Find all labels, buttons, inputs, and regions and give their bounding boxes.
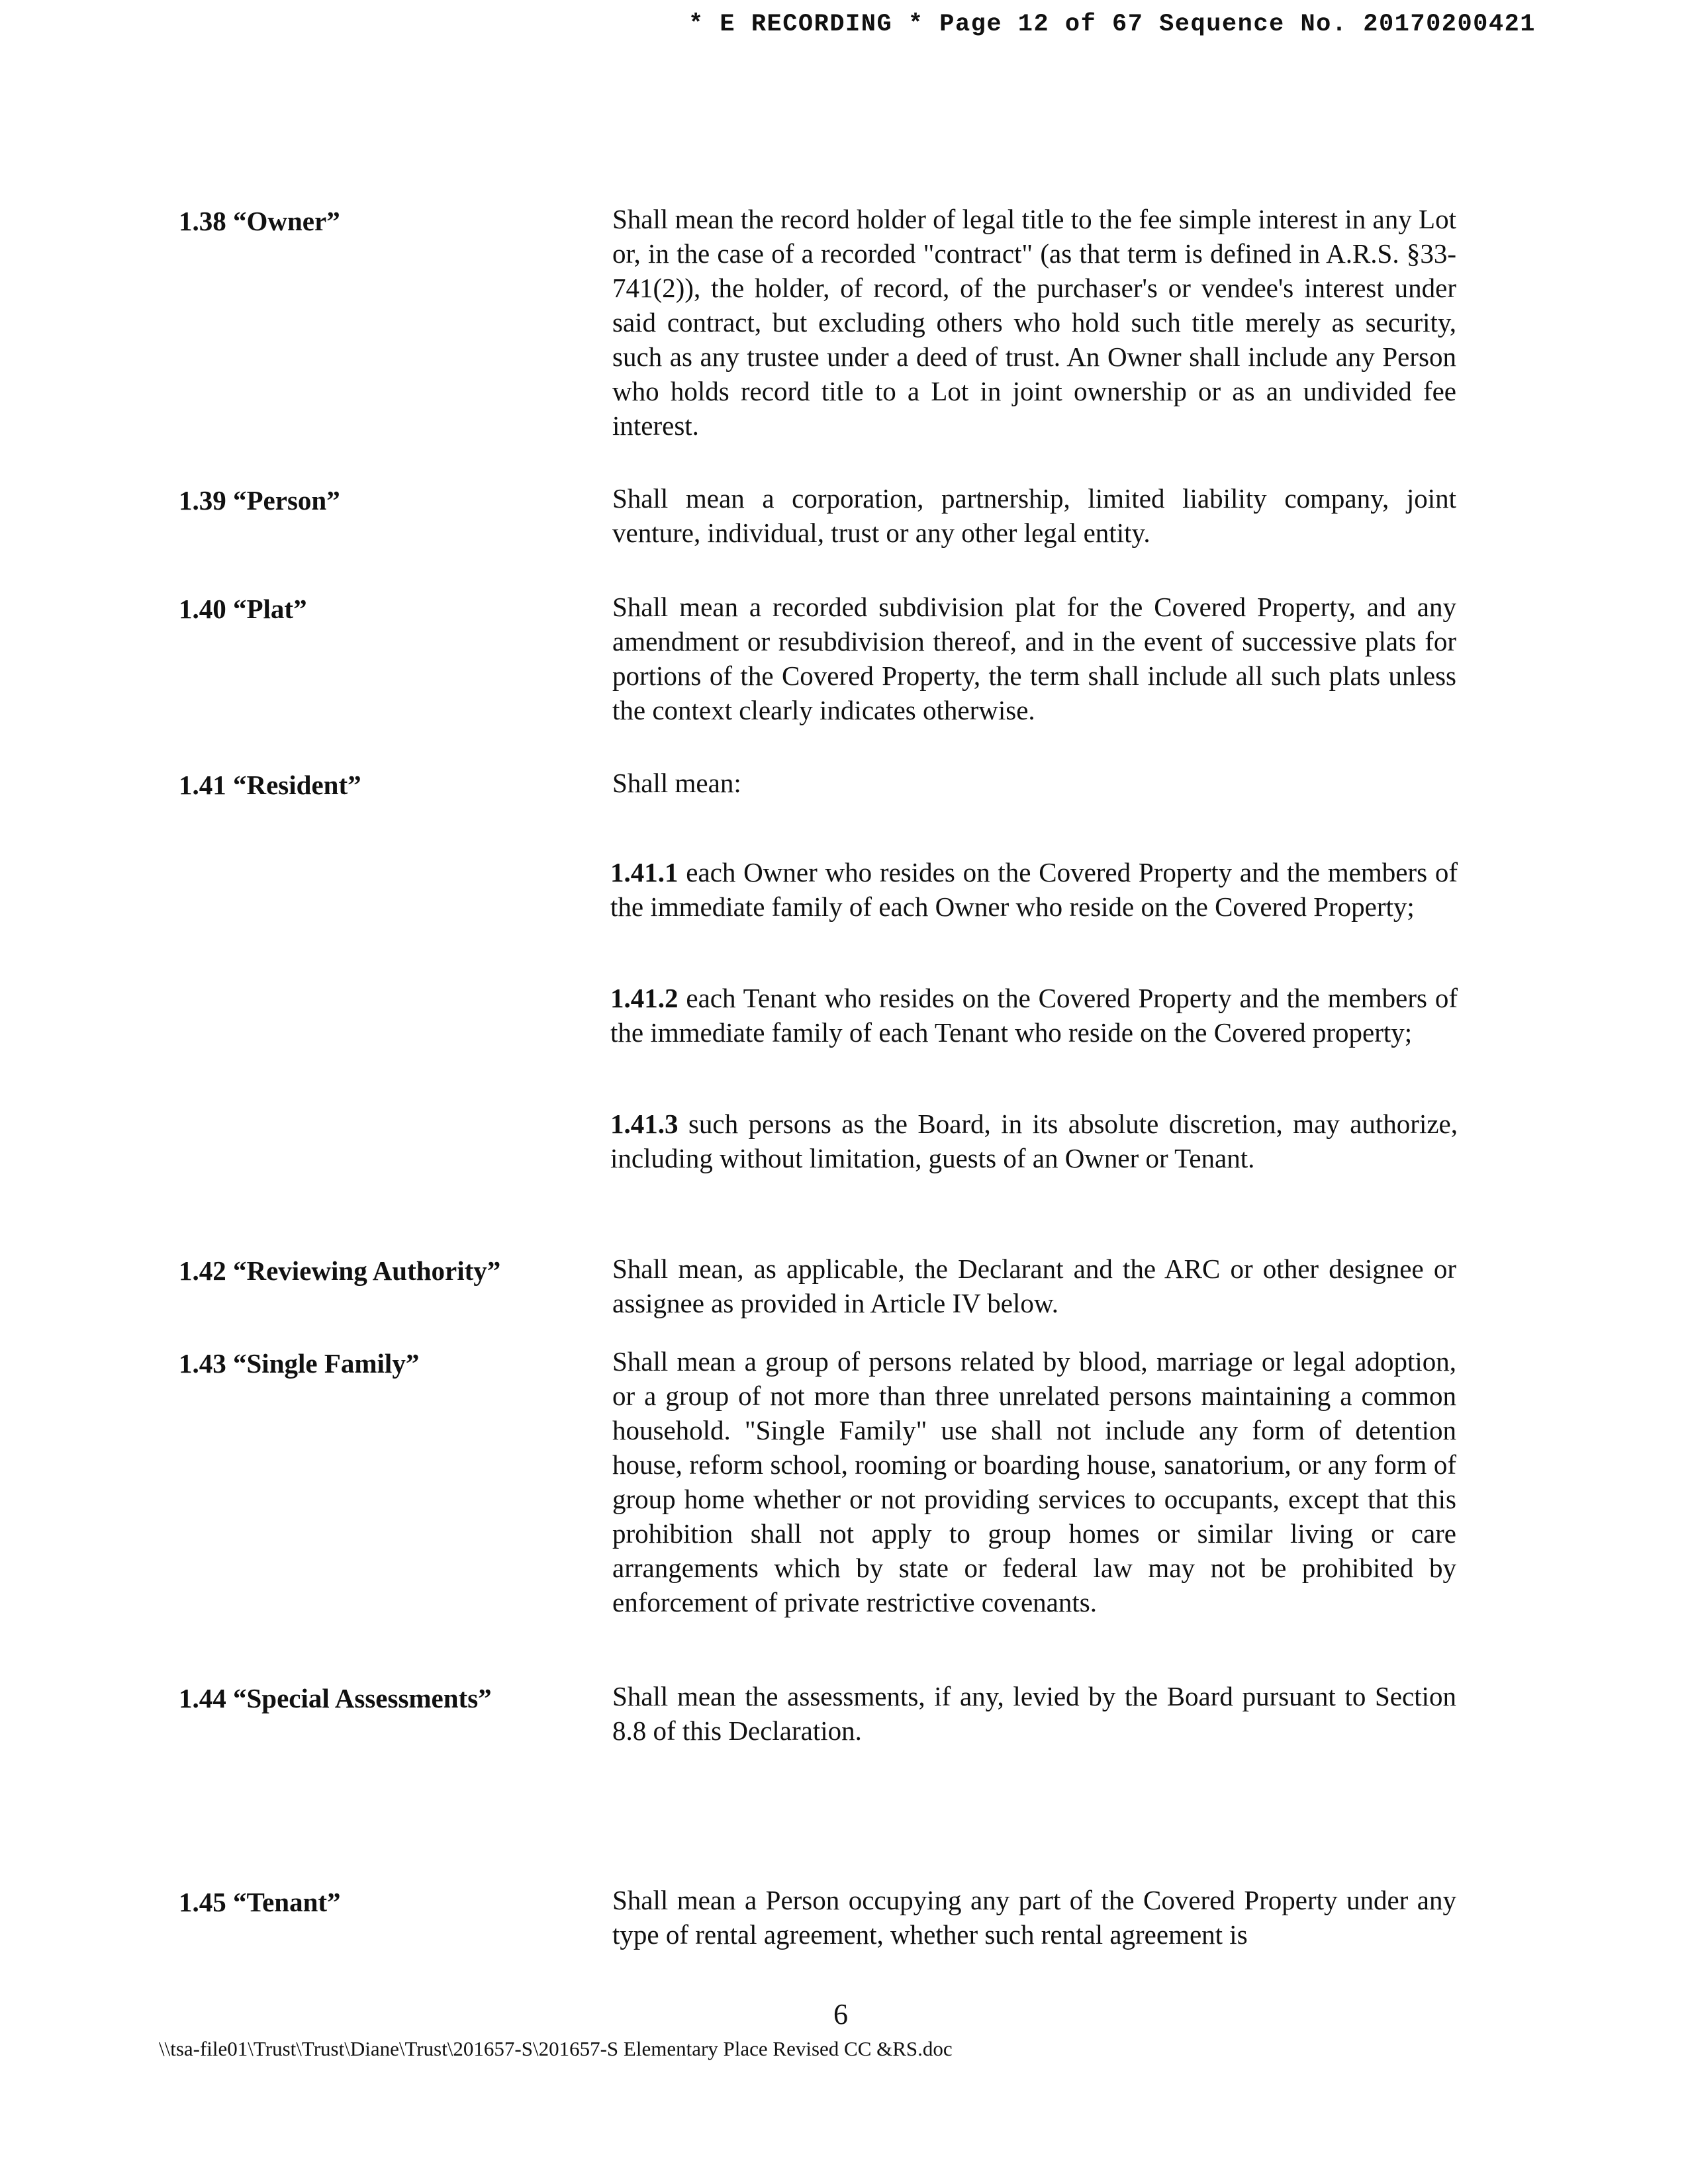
page-number: 6 xyxy=(833,1998,848,2030)
subitem-number: 1.41.2 xyxy=(610,983,679,1013)
subitem-number: 1.41.1 xyxy=(610,857,679,887)
resident-subitem xyxy=(610,981,1458,1050)
recording-header: * E RECORDING * Page 12 of 67 Sequence No. 20170200421 xyxy=(688,11,1536,38)
subitem-text: such persons as the Board, in its absolute discretion, may authorize, including without limitation, guests of an Owner or Tenant. xyxy=(610,1109,1458,1173)
file-path-footer: \\tsa-file01\Trust\Trust\Diane\Trust\201657-S\201657-S Elementary Place Revised CC &RS.doc xyxy=(159,2037,953,2060)
definition-owner: Shall mean the record holder of legal title to the fee simple interest in any Lot or, in the case of a recorded "contract" (as that term is defined in A.R.S. §33-741(2)), the holder, of record, of the purchaser's or vendee's interest under said contract, but excluding others who hold such title merely as security, such as any trustee under a deed of trust. An Owner shall include any Person who holds record title to a Lot in joint ownership or as an undivided fee interest. xyxy=(612,204,1456,441)
term-special-assessments: 1.44 “Special Assessments” xyxy=(179,1683,492,1713)
definition-person: Shall mean a corporation, partnership, limited liability company, joint venture, individual, trust or any other legal entity. xyxy=(612,483,1456,548)
term-plat: 1.40 “Plat” xyxy=(179,594,307,624)
term-person: 1.39 “Person” xyxy=(179,485,340,516)
subitem-text: each Tenant who resides on the Covered Property and the members of the immediate family of each Tenant who reside on the Covered property; xyxy=(610,983,1458,1048)
term-single-family: 1.43 “Single Family” xyxy=(179,1348,420,1379)
definition-plat: Shall mean a recorded subdivision plat for the Covered Property, and any amendment or resubdivision thereof, and in the event of successive plats for portions of the Covered Property, the term shall include all such plats unless the context clearly indicates otherwise. xyxy=(612,592,1456,725)
definition-tenant: Shall mean a Person occupying any part of the Covered Property under any type of rental agreement, whether such rental agreement is xyxy=(612,1885,1456,1950)
term-owner: 1.38 “Owner” xyxy=(179,206,340,236)
term-resident: 1.41 “Resident” xyxy=(179,770,361,800)
term-reviewing-authority: 1.42 “Reviewing Authority” xyxy=(179,1255,501,1286)
definition-reviewing-authority: Shall mean, as applicable, the Declarant and the ARC or other designee or assignee as provided in Article IV below. xyxy=(612,1253,1456,1318)
definition-special-assessments: Shall mean the assessments, if any, levied by the Board pursuant to Section 8.8 of this Declaration. xyxy=(612,1681,1456,1746)
subitem-number: 1.41.3 xyxy=(610,1109,679,1139)
resident-subitem xyxy=(610,855,1458,924)
resident-subitem xyxy=(610,1107,1458,1175)
term-tenant: 1.45 “Tenant” xyxy=(179,1887,341,1917)
definition-single-family: Shall mean a group of persons related by blood, marriage or legal adoption, or a group of not more than three unrelated persons maintaining a common household. "Single Family" use shall not include any form of detention house, reform school, rooming or boarding house, sanatorium, or any form of group home whether or not providing services to occupants, except that this prohibition shall not apply to group homes or similar living or care arrangements which by state or federal law may not be prohibited by enforcement of private restrictive covenants. xyxy=(612,1346,1456,1617)
subitem-text: each Owner who resides on the Covered Property and the members of the immediate family of each Owner who reside on the Covered Property; xyxy=(610,857,1458,922)
definition-resident: Shall mean: xyxy=(612,768,741,798)
